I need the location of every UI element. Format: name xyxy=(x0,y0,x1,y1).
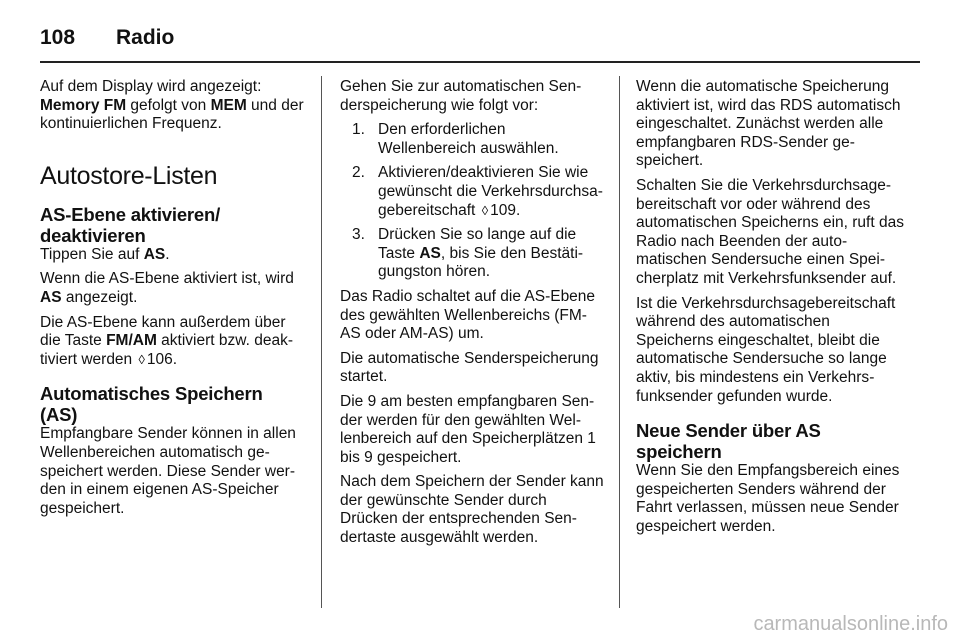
mem-label: MEM xyxy=(210,96,247,114)
paragraph-as-shown: Wenn die AS-Ebene aktiviert ist, wird AS angezeigt. xyxy=(40,270,294,306)
list-item: 1. Den erforderlichen Wellenbereich auswählen. xyxy=(352,121,559,157)
paragraph-fm-am-key: Die AS-Ebene kann außerdem über die Taste FM/AM aktiviert bzw. deaktiviert werden ◊ 106. xyxy=(40,313,293,368)
column-3 xyxy=(636,78,904,542)
subheading-new-stations: Neue Sender über AS speichern xyxy=(636,420,821,463)
column-divider-1 xyxy=(321,76,322,608)
page-title: Radio xyxy=(116,26,175,49)
procedure-steps xyxy=(340,121,604,282)
display-info-paragraph: Auf dem Display wird angezeigt: Memory FM gefolgt von MEM und der kontinuierlichen Frequenz. xyxy=(40,78,304,133)
paragraph-traffic-before: Schalten Sie die Verkehrsdurchsagebereitschaft vor oder während des automatischen Speicherns ein, ruft das Radio nach Beenden der automatischen Sendersuche einen Speicherplatz mit Verkehrsfunksender auf. xyxy=(636,176,904,287)
paragraph-select-station: Nach dem Speichern der Sender kann der gewünschte Sender durch Drücken der entsprechenden Sendertaste ausgewählt werden. xyxy=(340,473,604,547)
header-rule xyxy=(40,61,920,63)
page-reference-icon: ◊ xyxy=(481,202,489,218)
paragraph-radio-switches: Das Radio schaltet auf die AS-Ebene des gewählten Wellenbereichs (FM-AS oder AM-AS) um. xyxy=(340,287,596,343)
subheading-as-ebene: AS-Ebene aktivieren/ deaktivieren xyxy=(40,203,221,246)
watermark: carmanualsonline.info xyxy=(753,613,948,635)
page-reference-link[interactable]: 109 xyxy=(490,201,516,219)
section-title-autostore: Autostore-Listen xyxy=(40,161,218,190)
page-reference-link[interactable]: 106 xyxy=(146,350,173,368)
list-item: 2. Aktivieren/deaktivieren Sie wie gewünscht die Verkehrsdurchsagebereitschaft ◊ 109. xyxy=(352,164,603,219)
paragraph-automatic-storing: Empfangbare Sender können in allen Wellenbereichen automatisch gespeichert werden. Diese Sender werden in einem eigenen AS-Speicher gespeichert. xyxy=(40,425,296,517)
list-item: 3. Drücken Sie so lange auf die Taste AS, bis Sie den Bestätigungston hören. xyxy=(352,226,584,281)
paragraph-tap-as: Tippen Sie auf AS. xyxy=(40,245,170,263)
column-1 xyxy=(40,78,304,524)
paragraph-traffic-during: Ist die Verkehrsdurchsagebereitschaft während des automatischen Speicherns eingeschaltet, bleibt die automatische Sendersuche so lange aktiv, bis mindestens ein Verkehrsfunksender gefunden wurde. xyxy=(636,294,896,405)
page-number: 108 xyxy=(40,26,76,49)
page-header xyxy=(40,18,920,58)
paragraph-storing-starts: Die automatische Senderspeicherung startet. xyxy=(340,349,599,386)
column-2 xyxy=(340,78,604,554)
paragraph-new-stations: Wenn Sie den Empfangsbereich eines gespeicherten Senders während der Fahrt verlassen, müssen neue Sender gespeichert werden. xyxy=(636,462,900,535)
paragraph-best-nine: Die 9 am besten empfangbaren Sender werden für den gewählten Wellenbereich auf den Speicherplätzen 1 bis 9 gespeichert. xyxy=(340,392,596,466)
subheading-automatic-storing: Automatisches Speichern (AS) xyxy=(40,383,263,426)
page-reference-icon: ◊ xyxy=(138,351,145,367)
paragraph-rds-on: Wenn die automatische Speicherung aktiviert ist, wird das RDS automatisch eingeschaltet. Zunächst werden alle empfangbaren RDS-Sender gespeichert. xyxy=(636,78,901,170)
memory-fm-label: Memory FM xyxy=(40,96,127,114)
column-divider-2 xyxy=(619,76,620,608)
paragraph-procedure-intro: Gehen Sie zur automatischen Senderspeicherung wie folgt vor: xyxy=(340,78,582,114)
